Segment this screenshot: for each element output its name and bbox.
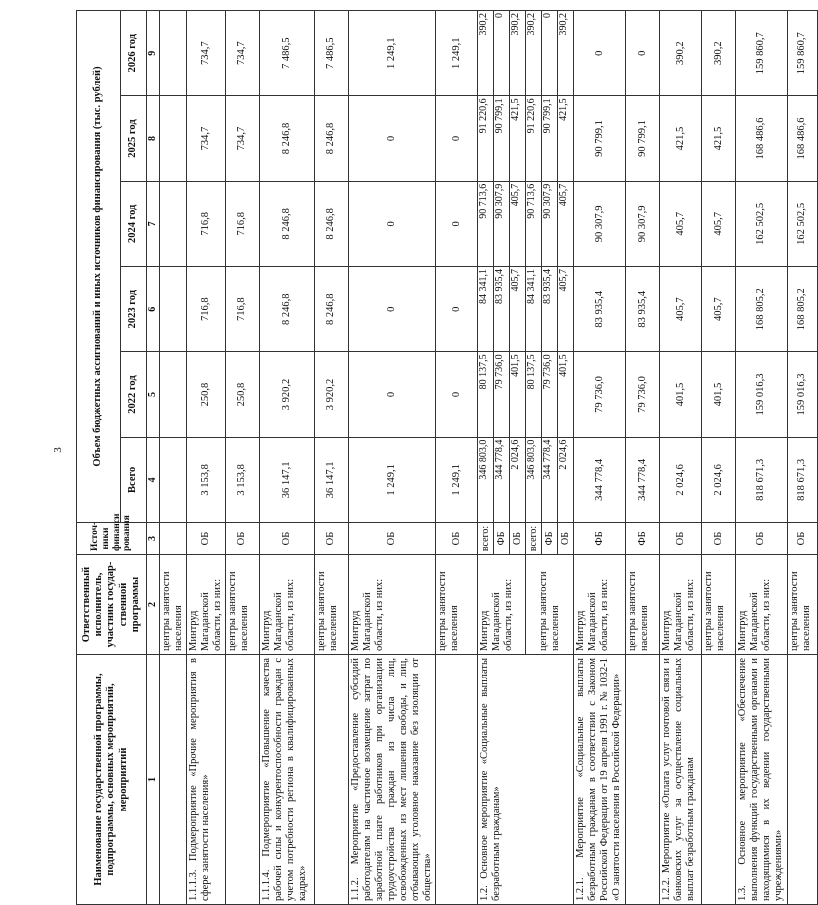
row-name: 1.1.1.4. Подмероприятие «Повышение качества рабочей силы и конкурентоспособности граждан с учетом потребности региона в квалифицированных кадрах» — [259, 655, 314, 905]
row-source: ФБ — [626, 523, 660, 555]
value-cell: 818 671,3 — [736, 437, 787, 522]
value-cell: 90 307,9 — [574, 181, 626, 266]
page-number: 3 — [51, 447, 64, 453]
value-cell: 91 220,6 — [526, 96, 542, 181]
row-name — [626, 655, 660, 905]
value-cell: 0 — [348, 267, 435, 352]
value-cell: 405,7 — [510, 181, 526, 266]
value-cell: 401,5 — [660, 352, 702, 437]
row-responsible: Минтруд Магаданской области, из них: — [574, 555, 626, 655]
value-cell: 8 246,8 — [259, 96, 314, 181]
value-cell: 0 — [348, 352, 435, 437]
value-cell: 3 153,8 — [225, 437, 259, 522]
value-cell: 83 935,4 — [574, 267, 626, 352]
value-cell: 405,7 — [558, 181, 574, 266]
value-cell: 90 713,6 — [526, 181, 542, 266]
row-source: ОБ — [510, 523, 526, 555]
header-year: 2022 год — [121, 352, 147, 437]
value-cell: 344 778,4 — [626, 437, 660, 522]
value-cell: 83 935,4 — [494, 267, 510, 352]
row-name — [314, 655, 348, 905]
value-cell: 390,2 — [478, 11, 494, 96]
value-cell: 3 153,8 — [186, 437, 225, 522]
value-cell: 716,8 — [186, 181, 225, 266]
value-cell: 80 137,5 — [478, 352, 494, 437]
value-cell: 8 246,8 — [259, 181, 314, 266]
row-responsible: центры занятости населения — [436, 555, 478, 655]
rotated-table-container — [76, 10, 812, 905]
value-cell: 90 799,1 — [626, 96, 660, 181]
value-cell: 83 935,4 — [626, 267, 660, 352]
row-source: ОБ — [702, 523, 736, 555]
value-cell: 2 024,6 — [660, 437, 702, 522]
value-cell: 0 — [542, 11, 558, 96]
value-cell: 1 249,1 — [348, 11, 435, 96]
value-cell: 401,5 — [558, 352, 574, 437]
table-row — [436, 11, 478, 905]
value-cell: 84 341,1 — [478, 267, 494, 352]
row-responsible: центры занятости населения — [159, 555, 186, 655]
value-cell: 390,2 — [702, 11, 736, 96]
row-responsible: Минтруд Магаданской области, из них: — [186, 555, 225, 655]
value-cell: 818 671,3 — [787, 437, 817, 522]
row-source — [159, 523, 186, 555]
value-cell: 344 778,4 — [574, 437, 626, 522]
value-cell: 79 736,0 — [626, 352, 660, 437]
row-name: 1.1.1.3. Подмероприятие «Прочие мероприятия в сфере занятости населения» — [186, 655, 225, 905]
value-cell: 90 307,9 — [542, 181, 558, 266]
header-funding-group: Объем бюджетных ассигнований и иных источников финансирования (тыс. рублей) — [77, 11, 121, 523]
row-responsible: Минтруд Магаданской области, из них: — [478, 555, 526, 655]
row-name — [159, 655, 186, 905]
table-row — [259, 11, 314, 905]
table-row — [702, 11, 736, 905]
value-cell: 346 803,0 — [526, 437, 542, 522]
row-name: 1.3. Основное мероприятие «Обеспечение выполнения функций государственными органами и находящимися в их ведении государственными учреждениями» — [736, 655, 787, 905]
value-cell: 716,8 — [225, 181, 259, 266]
value-cell: 390,2 — [510, 11, 526, 96]
value-cell: 2 024,6 — [510, 437, 526, 522]
financing-table — [76, 10, 818, 905]
value-cell: 90 713,6 — [478, 181, 494, 266]
value-cell: 390,2 — [660, 11, 702, 96]
row-source: ОБ — [736, 523, 787, 555]
value-cell: 79 736,0 — [542, 352, 558, 437]
value-cell: 390,2 — [526, 11, 542, 96]
value-cell: 421,5 — [558, 96, 574, 181]
value-cell: 168 486,6 — [736, 96, 787, 181]
header-total: Всего — [121, 437, 147, 522]
value-cell: 250,8 — [186, 352, 225, 437]
row-responsible: центры занятости населения — [314, 555, 348, 655]
table-row — [787, 11, 817, 905]
value-cell: 0 — [436, 267, 478, 352]
value-cell: 405,7 — [702, 267, 736, 352]
value-cell: 8 246,8 — [314, 267, 348, 352]
row-name — [225, 655, 259, 905]
value-cell: 159 016,3 — [736, 352, 787, 437]
value-cell: 405,7 — [558, 267, 574, 352]
row-source: ОБ — [436, 523, 478, 555]
row-responsible: центры занятости населения — [787, 555, 817, 655]
col-number: 7 — [147, 181, 160, 266]
value-cell: 1 249,1 — [436, 11, 478, 96]
value-cell — [159, 11, 186, 96]
value-cell: 7 486,5 — [314, 11, 348, 96]
value-cell: 0 — [348, 96, 435, 181]
value-cell: 84 341,1 — [526, 267, 542, 352]
value-cell: 716,8 — [225, 267, 259, 352]
row-responsible: центры занятости населения — [526, 555, 574, 655]
value-cell: 734,7 — [186, 96, 225, 181]
row-name — [702, 655, 736, 905]
value-cell: 3 920,2 — [259, 352, 314, 437]
value-cell: 421,5 — [702, 96, 736, 181]
row-source: всего: — [478, 523, 494, 555]
value-cell: 90 799,1 — [542, 96, 558, 181]
value-cell: 401,5 — [702, 352, 736, 437]
value-cell — [159, 437, 186, 522]
value-cell — [159, 352, 186, 437]
table-row — [660, 11, 702, 905]
value-cell: 344 778,4 — [494, 437, 510, 522]
value-cell — [159, 267, 186, 352]
value-cell: 3 920,2 — [314, 352, 348, 437]
table-row — [159, 11, 186, 905]
value-cell: 405,7 — [660, 181, 702, 266]
value-cell: 90 307,9 — [626, 181, 660, 266]
header-name: Наименование государственной программы, подпрограммы, основных мероприятий, мероприятий — [77, 655, 147, 905]
header-year: 2026 год — [121, 11, 147, 96]
value-cell: 0 — [436, 352, 478, 437]
value-cell: 2 024,6 — [558, 437, 574, 522]
value-cell — [159, 96, 186, 181]
row-source: ОБ — [787, 523, 817, 555]
header-year: 2024 год — [121, 181, 147, 266]
value-cell: 734,7 — [186, 11, 225, 96]
row-responsible: центры занятости населения — [626, 555, 660, 655]
row-name — [436, 655, 478, 905]
col-number: 9 — [147, 11, 160, 96]
value-cell: 0 — [494, 11, 510, 96]
value-cell: 168 805,2 — [787, 267, 817, 352]
value-cell: 168 486,6 — [787, 96, 817, 181]
value-cell: 405,7 — [702, 181, 736, 266]
header-responsible: Ответственный исполнитель, участник государ-ственной программы — [77, 555, 147, 655]
row-source: ОБ — [348, 523, 435, 555]
value-cell: 8 246,8 — [314, 96, 348, 181]
row-source: ОБ — [225, 523, 259, 555]
row-name: 1.1.2. Мероприятие «Предоставление субсидий работодателям на частичное возмещение затрат по заработной плате работников при организации трудоустройства граждан из числа лиц, освобожденных из мест лишения свободы, и лиц, отбывающих уголовное наказание без изоляции от общества» — [348, 655, 435, 905]
value-cell: 716,8 — [186, 267, 225, 352]
row-responsible: Минтруд Магаданской области, из них: — [259, 555, 314, 655]
value-cell: 401,5 — [510, 352, 526, 437]
value-cell: 0 — [348, 181, 435, 266]
value-cell: 346 803,0 — [478, 437, 494, 522]
value-cell: 421,5 — [510, 96, 526, 181]
table-row — [626, 11, 660, 905]
value-cell: 36 147,1 — [314, 437, 348, 522]
table-row — [225, 11, 259, 905]
col-number: 1 — [147, 655, 160, 905]
row-source: ОБ — [660, 523, 702, 555]
value-cell: 7 486,5 — [259, 11, 314, 96]
value-cell — [159, 181, 186, 266]
row-name — [787, 655, 817, 905]
value-cell: 734,7 — [225, 96, 259, 181]
value-cell: 80 137,5 — [526, 352, 542, 437]
col-number: 8 — [147, 96, 160, 181]
row-responsible: Минтруд Магаданской области, из них: — [348, 555, 435, 655]
value-cell: 344 778,4 — [542, 437, 558, 522]
value-cell: 159 860,7 — [787, 11, 817, 96]
value-cell: 159 016,3 — [787, 352, 817, 437]
row-name: 1.2.1. Мероприятие «Социальные выплаты безработным гражданам в соответствии с Законом Российской Федерации от 19 апреля 1991 г. № 1032-1 «О занятости населения в Российской Федерации» — [574, 655, 626, 905]
value-cell: 79 736,0 — [494, 352, 510, 437]
value-cell: 90 799,1 — [574, 96, 626, 181]
value-cell: 168 805,2 — [736, 267, 787, 352]
col-number: 6 — [147, 267, 160, 352]
col-number: 3 — [147, 523, 160, 555]
row-source: ОБ — [558, 523, 574, 555]
value-cell: 79 736,0 — [574, 352, 626, 437]
value-cell: 0 — [436, 96, 478, 181]
value-cell: 734,7 — [225, 11, 259, 96]
row-source: ФБ — [542, 523, 558, 555]
row-source: ФБ — [494, 523, 510, 555]
row-source: ОБ — [186, 523, 225, 555]
row-source: ОБ — [314, 523, 348, 555]
table-row — [348, 11, 435, 905]
header-year: 2025 год — [121, 96, 147, 181]
table-row — [736, 11, 787, 905]
row-source: ОБ — [259, 523, 314, 555]
value-cell: 90 799,1 — [494, 96, 510, 181]
row-source: всего: — [526, 523, 542, 555]
header-year: 2023 год — [121, 267, 147, 352]
header-source: Источ-ники финанси рования — [77, 523, 147, 555]
value-cell: 405,7 — [510, 267, 526, 352]
row-responsible: Минтруд Магаданской области, из них: — [736, 555, 787, 655]
value-cell: 36 147,1 — [259, 437, 314, 522]
value-cell: 90 307,9 — [494, 181, 510, 266]
value-cell: 159 860,7 — [736, 11, 787, 96]
row-responsible: Минтруд Магаданской области, из них: — [660, 555, 702, 655]
value-cell: 162 502,5 — [736, 181, 787, 266]
value-cell: 250,8 — [225, 352, 259, 437]
value-cell: 0 — [626, 11, 660, 96]
value-cell: 91 220,6 — [478, 96, 494, 181]
value-cell: 162 502,5 — [787, 181, 817, 266]
table-row — [314, 11, 348, 905]
value-cell: 390,2 — [558, 11, 574, 96]
value-cell: 421,5 — [660, 96, 702, 181]
row-source: ФБ — [574, 523, 626, 555]
row-name: 1.2. Основное мероприятие «Социальные выплаты безработным гражданам» — [478, 655, 574, 905]
col-number: 4 — [147, 437, 160, 522]
col-number: 5 — [147, 352, 160, 437]
value-cell: 0 — [436, 181, 478, 266]
row-name: 1.2.2. Мероприятие «Оплата услуг почтовой связи и банковских услуг за осуществление социальных выплат безработным гражданам — [660, 655, 702, 905]
value-cell: 1 249,1 — [348, 437, 435, 522]
value-cell: 8 246,8 — [259, 267, 314, 352]
value-cell: 0 — [574, 11, 626, 96]
table-row — [186, 11, 225, 905]
row-responsible: центры занятости населения — [702, 555, 736, 655]
value-cell: 405,7 — [660, 267, 702, 352]
value-cell: 1 249,1 — [436, 437, 478, 522]
row-responsible: центры занятости населения — [225, 555, 259, 655]
value-cell: 8 246,8 — [314, 181, 348, 266]
value-cell: 83 935,4 — [542, 267, 558, 352]
value-cell: 2 024,6 — [702, 437, 736, 522]
table-row — [574, 11, 626, 905]
col-number: 2 — [147, 555, 160, 655]
